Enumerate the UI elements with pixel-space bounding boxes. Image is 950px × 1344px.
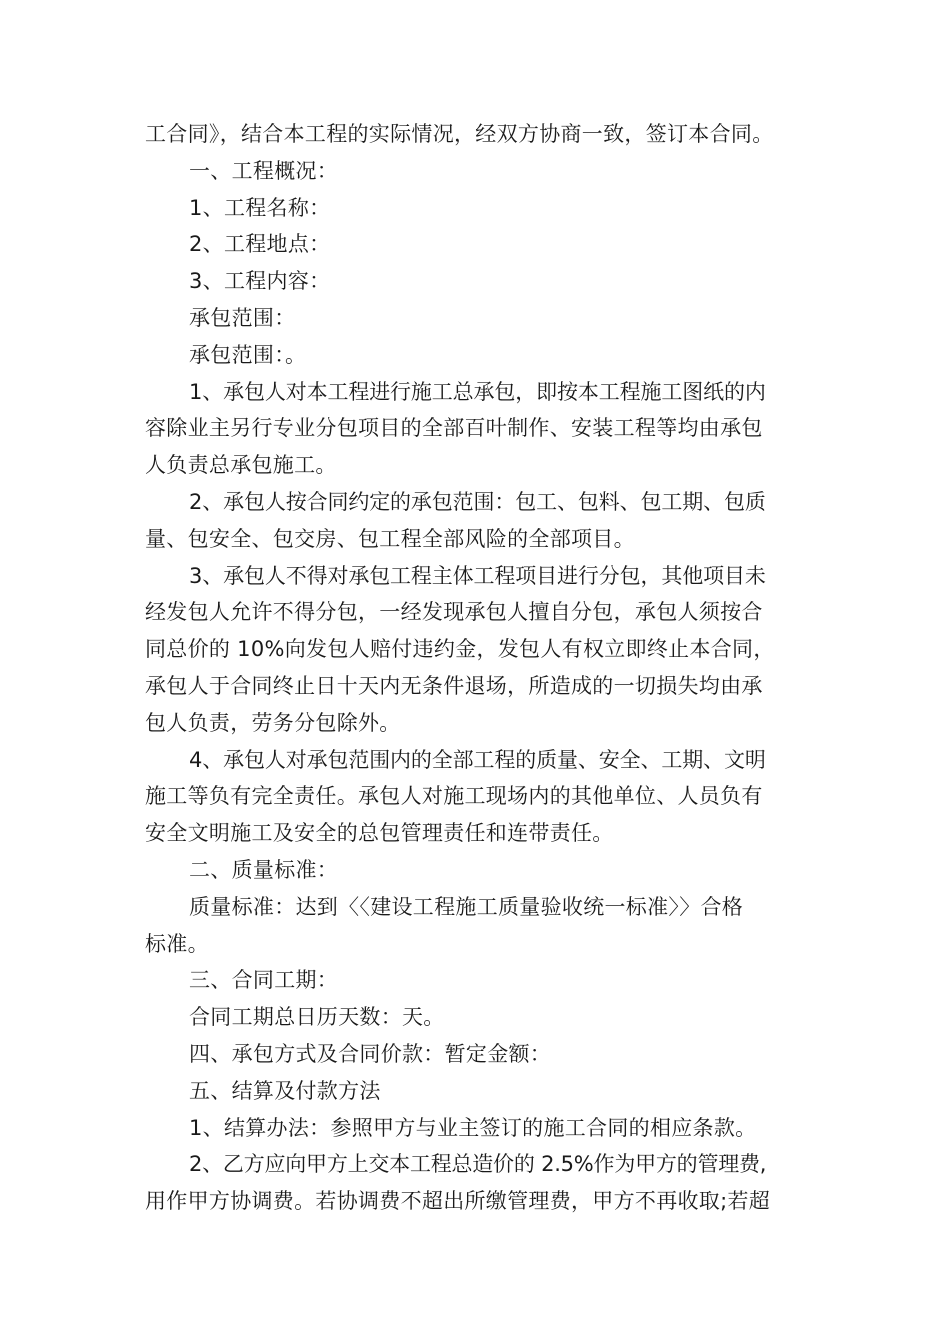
- section-heading: [145, 852, 810, 889]
- paragraph: [145, 226, 810, 263]
- paragraph: [145, 300, 810, 337]
- text-line: 五、结算及付款方法: [189, 1078, 381, 1103]
- text-line: 2、承包人按合同约定的承包范围：包工、包料、包工期、包质: [189, 489, 766, 514]
- section-heading: [145, 962, 810, 999]
- text-line: 三、合同工期：: [189, 968, 339, 993]
- paragraph: [145, 374, 810, 484]
- paragraph: [145, 263, 810, 300]
- paragraph: [145, 190, 810, 227]
- text-line: 3、承包人不得对承包工程主体工程项目进行分包，其他项目未: [189, 563, 766, 588]
- text-line: 人负责总承包施工。: [145, 453, 337, 478]
- text-line: 容除业主另行专业分包项目的全部百叶制作、安装工程等均由承包: [145, 416, 763, 441]
- document-body: [145, 116, 810, 1220]
- text-line: 工合同》，结合本工程的实际情况，经双方协商一致，签订本合同。: [145, 122, 774, 146]
- text-line: 包人负责，劳务分包除外。: [145, 710, 401, 735]
- text-line: 质量标准：达到〈〈建设工程施工质量验收统一标准〉〉合格: [189, 894, 744, 919]
- text-line: 承包范围：。: [189, 342, 307, 367]
- text-line: 用作甲方协调费。若协调费不超出所缴管理费，甲方不再收取;若超: [145, 1189, 771, 1214]
- text-line: 标准。: [145, 931, 209, 956]
- paragraph: [145, 1110, 810, 1147]
- section-heading: [145, 1073, 810, 1110]
- text-line: 二、质量标准：: [189, 857, 339, 882]
- paragraph: [145, 116, 810, 153]
- text-line: 4、承包人对承包范围内的全部工程的质量、安全、工期、文明: [189, 747, 766, 772]
- text-line: 施工等负有完全责任。承包人对施工现场内的其他单位、人员负有: [145, 784, 763, 809]
- paragraph: [145, 558, 810, 742]
- text-line: 1、结算办法：参照甲方与业主签订的施工合同的相应条款。: [189, 1115, 757, 1140]
- text-line: 量、包安全、包交房、包工程全部风险的全部项目。: [145, 526, 635, 551]
- text-line: 3、工程内容：: [189, 269, 331, 294]
- text-line: 承包范围：: [189, 305, 296, 330]
- text-line: 经发包人允许不得分包，一经发现承包人擅自分包，承包人须按合: [145, 600, 763, 625]
- text-line: 合同工期总日历天数：天。: [189, 1005, 445, 1030]
- paragraph: [145, 337, 810, 374]
- paragraph: [145, 484, 810, 558]
- text-line: 一、工程概况：: [189, 158, 339, 183]
- text-line: 1、工程名称：: [189, 195, 331, 220]
- text-line: 安全文明施工及安全的总包管理责任和连带责任。: [145, 821, 614, 846]
- paragraph: [145, 999, 810, 1036]
- text-line: 承包人于合同终止日十天内无条件退场，所造成的一切损失均由承: [145, 673, 763, 698]
- paragraph: [145, 889, 810, 963]
- section-heading: [145, 1036, 810, 1073]
- paragraph: [145, 1146, 810, 1220]
- section-heading: [145, 153, 810, 190]
- text-line: 2、工程地点：: [189, 232, 331, 257]
- text-line: 同总价的 10%向发包人赔付违约金，发包人有权立即终止本合同，: [145, 637, 775, 662]
- text-line: 四、承包方式及合同价款：暂定金额：: [189, 1041, 552, 1066]
- paragraph: [145, 742, 810, 852]
- text-line: 2、乙方应向甲方上交本工程总造价的 2.5%作为甲方的管理费,: [189, 1152, 767, 1177]
- text-line: 1、承包人对本工程进行施工总承包，即按本工程施工图纸的内: [189, 379, 766, 404]
